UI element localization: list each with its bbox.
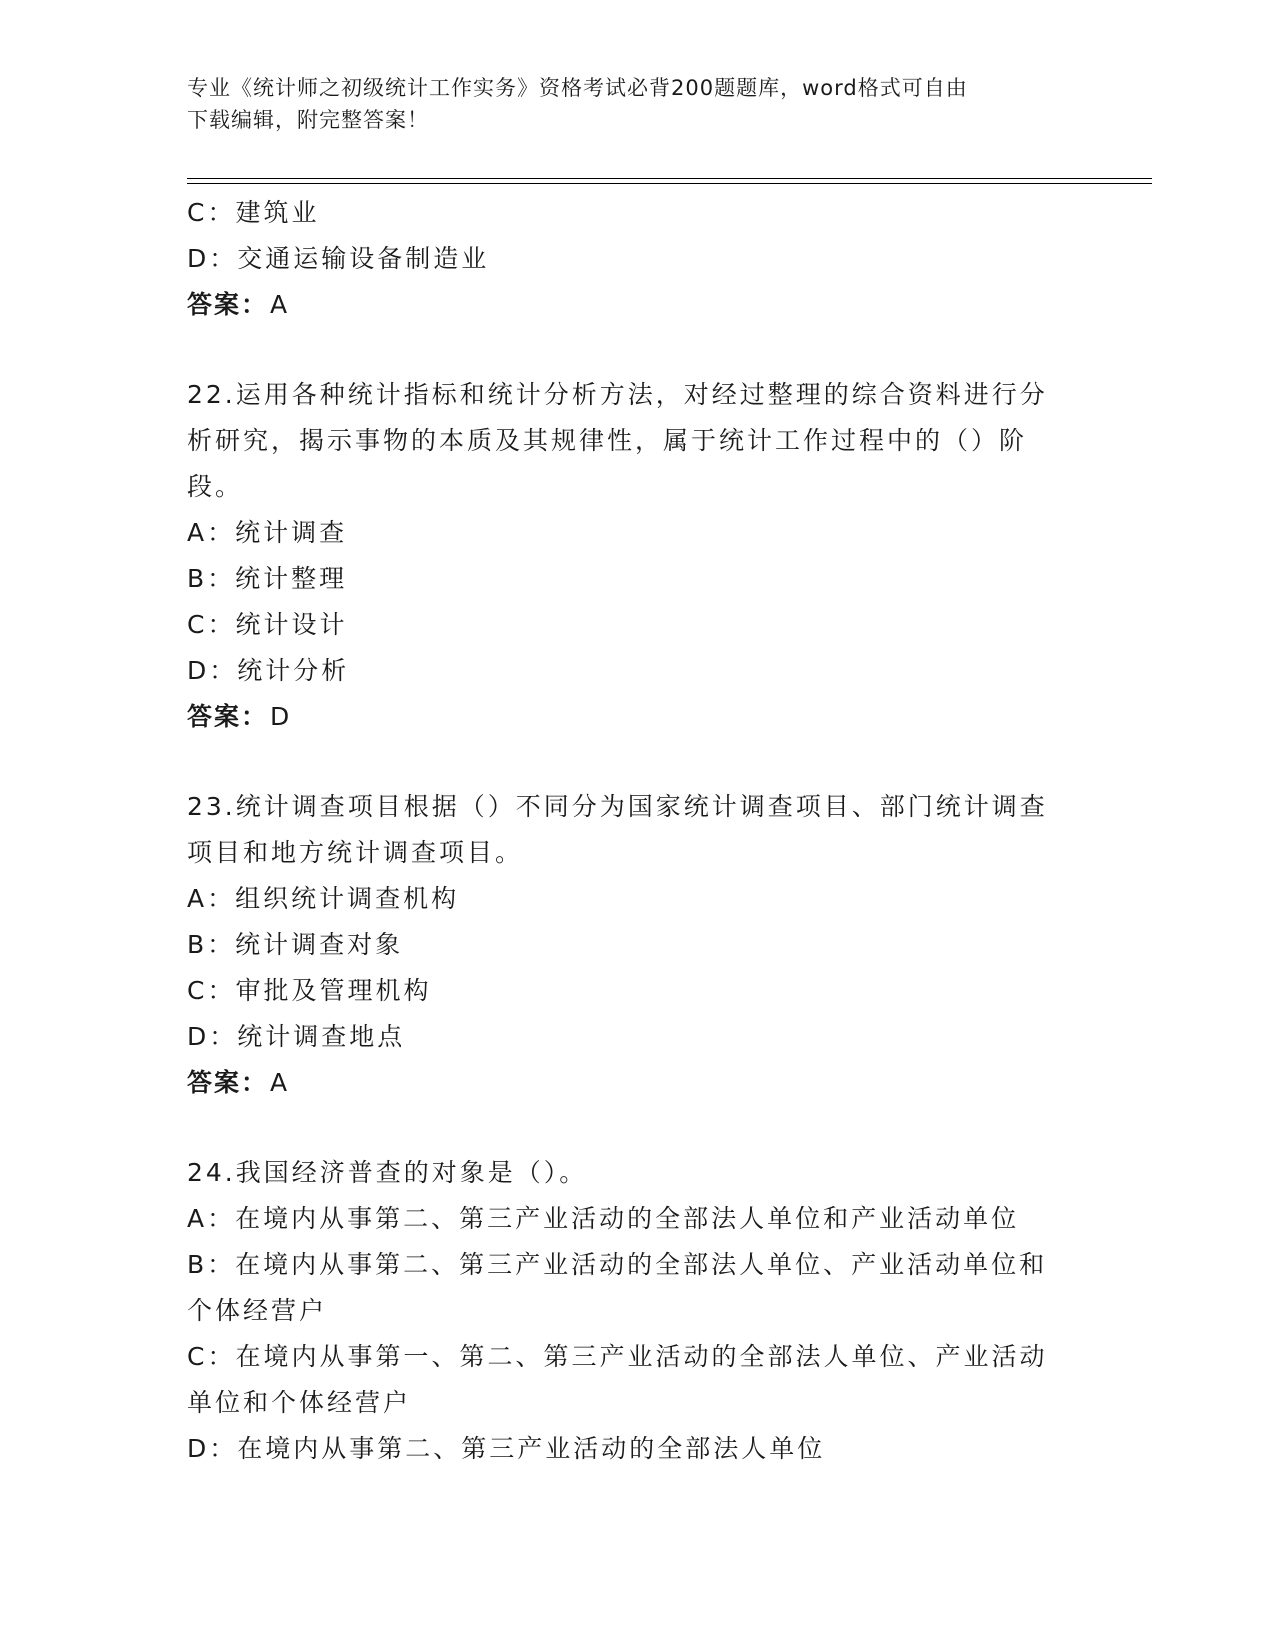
q22-option-b: B：统计整理 [187, 564, 348, 593]
q21-option-d: D：交通运输设备制造业 [187, 244, 490, 273]
q22-stem-line-1: 22.运用各种统计指标和统计分析方法，对经过整理的综合资料进行分 [187, 380, 1048, 409]
q22-answer [187, 694, 1087, 740]
answer-value: A [270, 290, 290, 319]
spacer [187, 328, 1087, 372]
q24-option-d: D：在境内从事第二、第三产业活动的全部法人单位 [187, 1434, 826, 1463]
header-rule-bottom [187, 183, 1152, 184]
q24-option-a: A：在境内从事第二、第三产业活动的全部法人单位和产业活动单位 [187, 1204, 1020, 1233]
q23-option-b: B：统计调查对象 [187, 930, 404, 959]
q22-option-d: D：统计分析 [187, 656, 350, 685]
answer-value: A [270, 1068, 290, 1097]
q24-option-b-line-1: B：在境内从事第二、第三产业活动的全部法人单位、产业活动单位和 [187, 1250, 1048, 1279]
q23-option-d: D：统计调查地点 [187, 1022, 406, 1051]
q24-option-c-line-2: 单位和个体经营户 [187, 1388, 412, 1417]
header-line-1: 专业《统计师之初级统计工作实务》资格考试必背200题题库，word格式可自由 [187, 76, 968, 100]
q23-stem-line-2: 项目和地方统计调查项目。 [187, 838, 524, 867]
q22-stem-line-3: 段。 [187, 472, 244, 501]
q23-stem-line-1: 23.统计调查项目根据（）不同分为国家统计调查项目、部门统计调查 [187, 792, 1048, 821]
answer-label: 答案： [187, 1068, 269, 1097]
q22-option-c: C：统计设计 [187, 610, 348, 639]
q24-option-b-line-2: 个体经营户 [187, 1296, 328, 1325]
q23-option-a: A：组织统计调查机构 [187, 884, 460, 913]
q24-option-c-line-1: C：在境内从事第一、第二、第三产业活动的全部法人单位、产业活动 [187, 1342, 1048, 1371]
q22-stem-line-2: 析研究，揭示事物的本质及其规律性，属于统计工作过程中的（）阶 [187, 426, 1028, 455]
answer-label: 答案： [187, 702, 269, 731]
answer-value: D [270, 702, 292, 731]
q23-answer [187, 1060, 1087, 1106]
q22-option-a: A：统计调查 [187, 518, 348, 547]
answer-label: 答案： [187, 290, 269, 319]
header-rule-top [187, 178, 1152, 179]
header-line-2: 下载编辑，附完整答案！ [187, 108, 429, 132]
question-content [187, 190, 1087, 1472]
spacer [187, 1106, 1087, 1150]
q24-stem-line-1: 24.我国经济普查的对象是（）。 [187, 1158, 588, 1187]
q23-option-c: C：审批及管理机构 [187, 976, 432, 1005]
q21-answer [187, 282, 1087, 328]
spacer [187, 740, 1087, 784]
document-header [187, 72, 1067, 136]
q21-option-c: C：建筑业 [187, 198, 320, 227]
